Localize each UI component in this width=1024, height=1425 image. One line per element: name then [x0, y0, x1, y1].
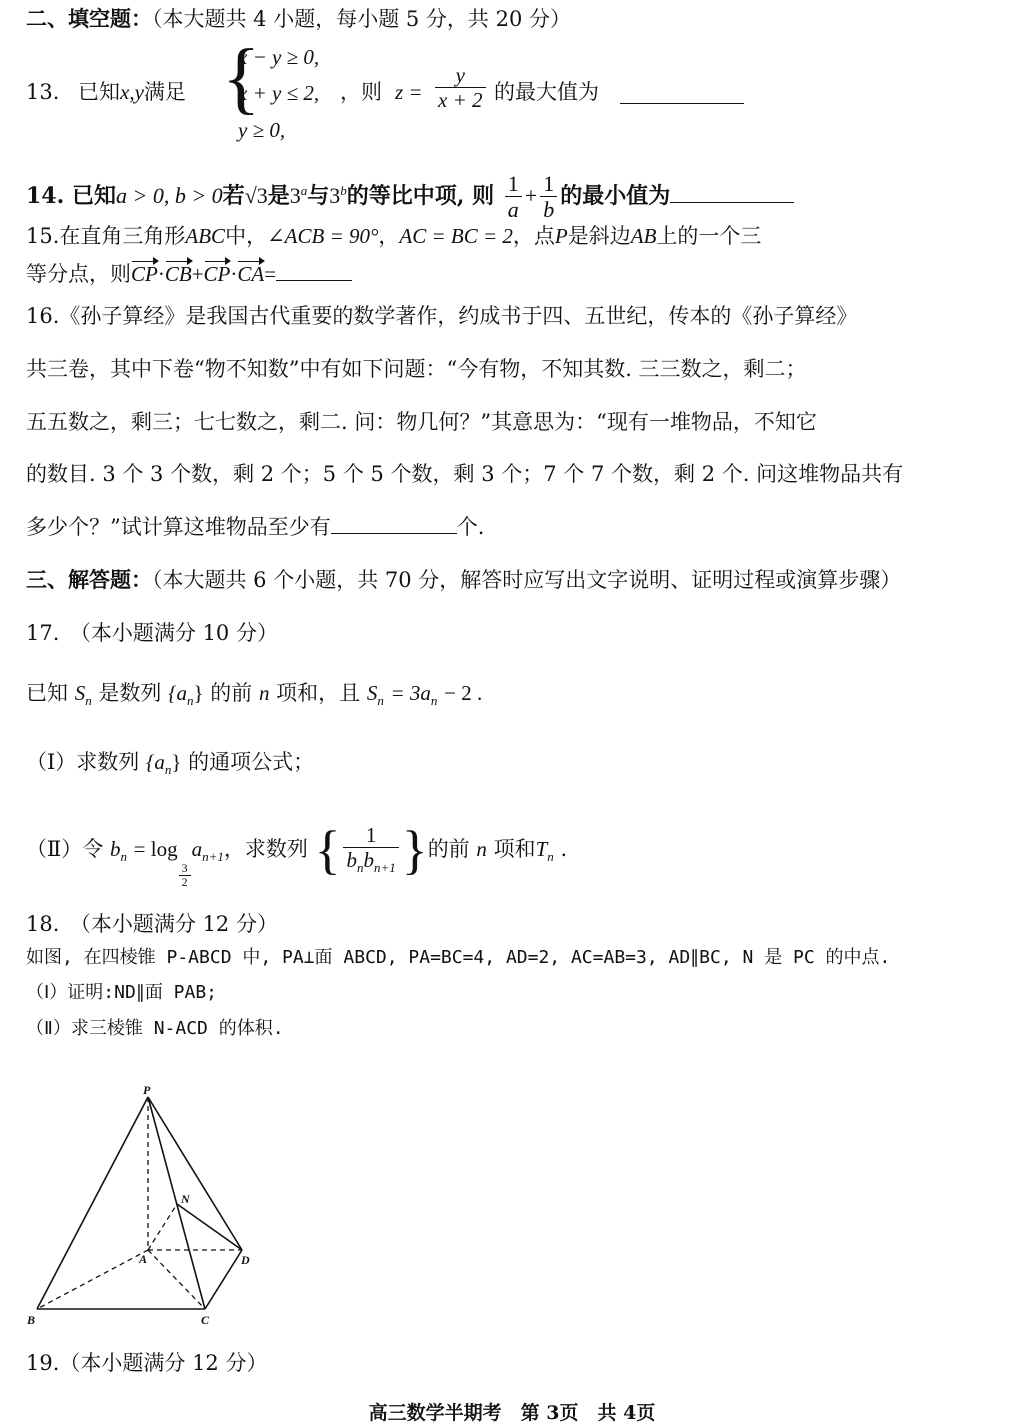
section-3-title: [26, 567, 901, 593]
q18-heading: 18. （本小题满分 12 分）: [26, 912, 278, 936]
q14-frac-a: $\frac{1}{a}$: [505, 172, 522, 222]
q17-log-base: $\frac{3}{2}$: [179, 862, 191, 890]
q13-then: ，则: [340, 80, 382, 104]
q15-number: 15.: [26, 224, 60, 248]
q13-tail: 的最大值为: [494, 80, 599, 104]
q17-heading: 17. （本小题满分 10 分）: [26, 621, 278, 645]
q18-line-3: （Ⅱ）求三棱锥 N-ACD 的体积.: [26, 1018, 284, 1039]
q13-constraint-2: x + y ≤ 2,: [238, 81, 320, 105]
q15-answer-blank: [276, 279, 352, 281]
q13-answer-blank: [620, 102, 744, 104]
q16-line-5: 多少个？”试计算这堆物品至少有 个.: [26, 515, 485, 539]
q17-part-1: （Ⅰ）求数列 $\{a_n\}$ 的通项公式；: [26, 750, 315, 778]
label-A: A: [139, 1252, 148, 1266]
q14-answer-blank: [670, 201, 794, 203]
edge-PD: [148, 1097, 242, 1250]
pyramid-figure: [0, 1070, 320, 1340]
q18-line-1: 如图, 在四棱锥 P-ABCD 中, PA⊥面 ABCD, PA=BC=4, AD=2, AC=AB=3, AD∥BC, N 是 PC 的中点.: [26, 947, 891, 968]
label-D: D: [241, 1253, 250, 1267]
question-15-line-1: 15.在直角三角形ABC中，∠ACB = 90°，AC = BC = 2，点P是斜边AB上的一个三: [26, 224, 762, 248]
edge-PC: [148, 1097, 205, 1309]
q13-pre: 已知x,y满足: [78, 80, 186, 104]
q14-frac-b: $\frac{1}{b}$: [540, 172, 557, 222]
q13-constraint-1: x − y ≥ 0,: [238, 45, 320, 69]
q16-answer-blank: [331, 532, 457, 534]
label-P: P: [143, 1083, 151, 1097]
q16-line-2: 共三卷，其中下卷“物不知数”中有如下问题：“今有物，不知其数. 三三数之，剩二；: [26, 357, 807, 381]
label-C: C: [201, 1313, 210, 1327]
q13-vars: x,y: [120, 80, 144, 104]
q14-number: 14.: [26, 183, 65, 210]
q16-line-3: 五五数之，剩三；七七数之，剩二. 问：物几何？”其意思为：“现有一堆物品，不知它: [26, 410, 817, 434]
q13-constraint-3: y ≥ 0,: [238, 118, 286, 142]
question-15-line-2: 等分点，则CP·CB+CP·CA=: [26, 262, 352, 287]
section-3-note: （本大题共 6 个小题，共 70 分，解答时应写出文字说明、证明过程或演算步骤）: [152, 568, 902, 592]
edge-AB: [37, 1250, 148, 1309]
section-2-heading: 二、填空题：: [26, 6, 152, 31]
label-N: N: [181, 1192, 190, 1206]
q17-brace-right: }: [401, 820, 428, 880]
q16-line-4: 的数目. 3 个 3 个数，剩 2 个；5 个 5 个数，剩 3 个；7 个 7 个数，剩 2 个. 问这堆物品共有: [26, 462, 904, 486]
q13-z: z =: [395, 80, 423, 104]
label-B: B: [27, 1313, 36, 1327]
edge-CD: [205, 1250, 242, 1309]
q17-brace-left: {: [314, 820, 341, 880]
q13-number: 13.: [26, 80, 60, 104]
edge-PB: [37, 1097, 148, 1309]
q19-heading: 19.（本小题满分 12 分）: [26, 1351, 268, 1375]
section-2-note: （本大题共 4 小题，每小题 5 分，共 20 分）: [152, 7, 571, 31]
page-footer: 高三数学半期考 第 3页 共 4页: [368, 1402, 656, 1424]
segment-AN: [148, 1204, 177, 1250]
question-14: 14. 已知a > 0, b > 0若√3是3$^a$与3$^b$的等比中项, 则 $\frac{1}{a}$ + $\frac{1}{b}$ 的最小值为: [26, 172, 794, 222]
q14-sqrt: √3: [244, 183, 268, 209]
q17-part-2: （Ⅱ）令 $b_n = \log$ $\frac{3}{2}$ $a_{n+1}$，求数列 { $\frac{1}{b_nb_{n+1}}$ }的前 n 项和$T_n$ .: [26, 820, 568, 890]
q18-line-2: （Ⅰ）证明:ND∥面 PAB;: [26, 982, 218, 1003]
q17-statement: 已知 $S_n$ 是数列 $\{a_n\}$ 的前 n 项和，且 $S_n = 3a_n - 2$ .: [26, 681, 483, 709]
q14-condition: a > 0, b > 0: [115, 183, 223, 209]
section-2-title: [26, 6, 571, 32]
q13-brace: {: [222, 34, 261, 122]
section-3-heading: 三、解答题：: [26, 567, 152, 592]
q17-frac: $\frac{1}{b_nb_{n+1}}$: [343, 824, 398, 876]
q13-fraction: $\frac{y}{x + 2}$: [435, 64, 486, 112]
q16-line-1: 16.《孙子算经》是我国古代重要的数学著作，约成书于四、五世纪，传本的《孙子算经》: [26, 304, 858, 328]
